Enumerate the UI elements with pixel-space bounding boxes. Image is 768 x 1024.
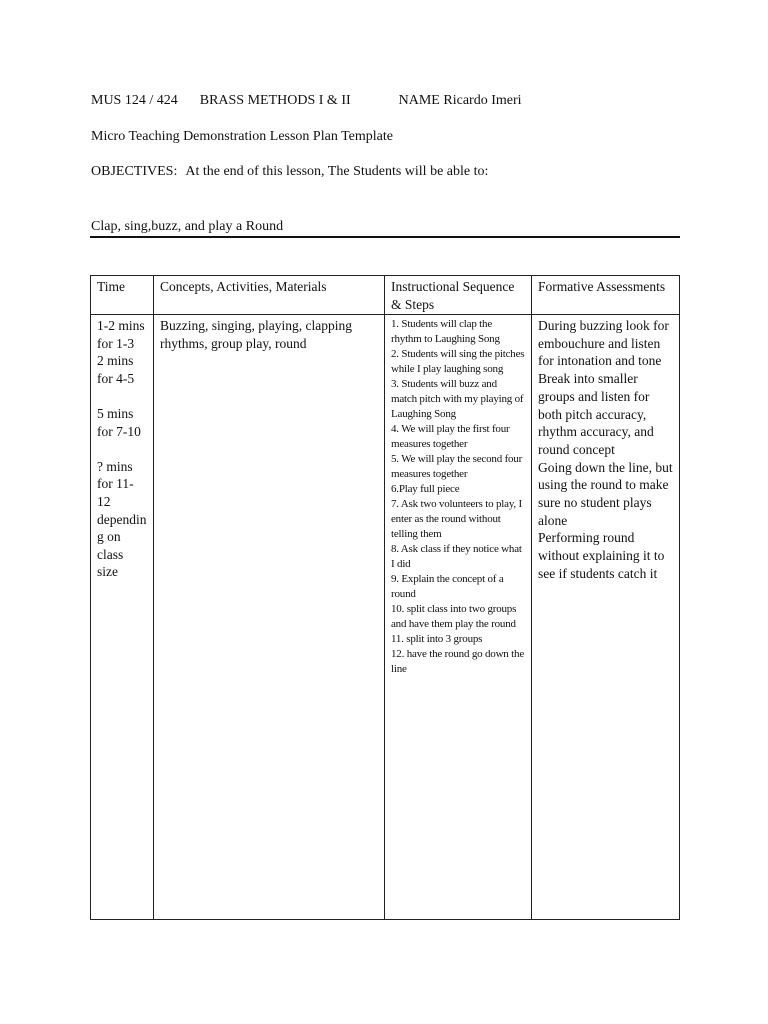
lesson-objective: Clap, sing,buzz, and play a Round xyxy=(91,219,284,234)
header-time: Time xyxy=(91,276,154,315)
time-cell: 1-2 mins for 1-3 2 mins for 4-5 5 mins for 7-10 ? mins for 11-12 depending on class size xyxy=(91,315,154,920)
header-concepts: Concepts, Activities, Materials xyxy=(154,276,385,315)
table-row xyxy=(91,315,680,920)
assessment-item: Going down the line, but using the round to make sure no student plays alone xyxy=(538,459,673,528)
name-label: NAME xyxy=(398,93,440,108)
objectives-line xyxy=(91,164,488,180)
step-item: 12. have the round go down the line xyxy=(391,648,524,675)
step-item: 1. Students will clap the rhythm to Laughing Song xyxy=(391,318,500,345)
lesson-plan-table xyxy=(90,275,680,920)
course-header-line xyxy=(91,93,522,109)
header-assessments: Formative Assessments xyxy=(532,276,680,315)
document-subtitle: Micro Teaching Demonstration Lesson Plan Template xyxy=(91,129,393,144)
step-item: 3. Students will buzz and match pitch with my playing of Laughing Song xyxy=(391,378,524,420)
assessment-item: Performing round without explaining it to see if students catch it xyxy=(538,530,665,581)
assessments-cell xyxy=(532,315,680,920)
step-item: 2. Students will sing the pitches while I play laughing song xyxy=(391,348,525,375)
step-item: 11. split into 3 groups xyxy=(391,633,483,645)
student-name: Ricardo Imeri xyxy=(443,93,522,108)
objectives-label: OBJECTIVES: xyxy=(91,164,178,179)
step-item: 8. Ask class if they notice what I did xyxy=(391,543,522,570)
course-title: BRASS METHODS I & II xyxy=(199,93,351,108)
table-header-row xyxy=(91,276,680,315)
steps-cell xyxy=(385,315,532,920)
step-item: 4. We will play the first four measures together xyxy=(391,423,510,450)
step-item: 7. Ask two volunteers to play, I enter as the round without telling them xyxy=(391,498,522,540)
horizontal-rule xyxy=(90,236,680,238)
assessment-item: Break into smaller groups and listen for both pitch accuracy, rhythm accuracy, and round concept xyxy=(538,371,654,457)
objectives-intro: At the end of this lesson, The Students will be able to: xyxy=(185,164,489,179)
step-item: 9. Explain the concept of a round xyxy=(391,573,504,600)
step-item: 5. We will play the second four measures together xyxy=(391,453,523,480)
step-item: 6.Play full piece xyxy=(391,483,460,495)
assessment-item: During buzzing look for embouchure and listen for intonation and tone xyxy=(538,318,669,369)
step-item: 10. split class into two groups and have them play the round xyxy=(391,603,517,630)
header-sequence: Instructional Sequence & Steps xyxy=(385,276,532,315)
concepts-cell: Buzzing, singing, playing, clapping rhythms, group play, round xyxy=(154,315,385,920)
course-number: MUS 124 / 424 xyxy=(91,93,178,108)
